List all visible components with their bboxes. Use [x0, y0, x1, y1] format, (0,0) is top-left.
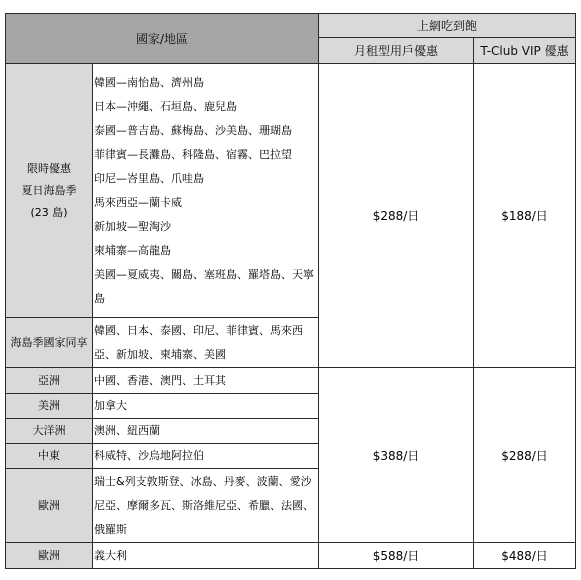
tclub-offer-header: T-Club VIP 優惠: [474, 38, 576, 64]
island-line: 印尼—峇里島、爪哇島: [94, 171, 204, 185]
country-list-italy: 義大利: [93, 543, 319, 569]
shared-country-list: 韓國、日本、泰國、印尼、菲律賓、馬來西亞、新加坡、柬埔寨、美國: [93, 318, 319, 368]
promo-label-line3: (23 島): [30, 205, 68, 219]
monthly-offer-header: 月租型用戶優惠: [319, 38, 474, 64]
island-line: 新加坡—聖淘沙: [94, 219, 171, 233]
promo-monthly-price: $288/日: [319, 64, 474, 368]
island-line: 美國—夏威夷、關島、塞班島、羅塔島、天寧島: [94, 267, 314, 305]
island-line: 日本—沖繩、石垣島、鹿兒島: [94, 99, 237, 113]
country-list-europe: 瑞士&列支敦斯登、冰島、丹麥、波蘭、愛沙尼亞、摩爾多瓦、斯洛維尼亞、希臘、法國、俄羅斯: [93, 469, 319, 543]
country-list-middle-east: 科威特、沙烏地阿拉伯: [93, 444, 319, 469]
promo-label-line1: 限時優惠: [27, 161, 71, 175]
region-europe-italy: 歐洲: [6, 543, 93, 569]
region-europe: 歐洲: [6, 469, 93, 543]
italy-tclub-price: $488/日: [474, 543, 576, 569]
region-oceania: 大洋洲: [6, 419, 93, 444]
island-line: 菲律賓—長灘島、科隆島、宿霧、巴拉望: [94, 147, 292, 161]
island-line: 柬埔寨—高龍島: [94, 243, 171, 257]
island-line: 泰國—普吉島、蘇梅島、沙美島、珊瑚島: [94, 123, 292, 137]
island-line: 韓國—南怡島、濟州島: [94, 75, 204, 89]
roaming-price-table: [5, 13, 576, 569]
shared-region-label: 海島季國家同享: [6, 318, 93, 368]
region-header: 國家/地區: [6, 14, 319, 64]
group-monthly-price: $388/日: [319, 368, 474, 543]
promo-island-list: [93, 64, 319, 318]
region-middle-east: 中東: [6, 444, 93, 469]
region-americas: 美洲: [6, 394, 93, 419]
region-asia: 亞洲: [6, 368, 93, 394]
island-line: 馬來西亞—蘭卡威: [94, 195, 182, 209]
promo-tclub-price: $188/日: [474, 64, 576, 368]
promo-label-line2: 夏日海島季: [21, 183, 77, 197]
promo-region-label: [6, 64, 93, 318]
italy-monthly-price: $588/日: [319, 543, 474, 569]
group-tclub-price: $288/日: [474, 368, 576, 543]
country-list-oceania: 澳洲、紐西蘭: [93, 419, 319, 444]
country-list-americas: 加拿大: [93, 394, 319, 419]
plan-group-header: 上網吃到飽: [319, 14, 576, 38]
country-list-asia: 中國、香港、澳門、土耳其: [93, 368, 319, 394]
